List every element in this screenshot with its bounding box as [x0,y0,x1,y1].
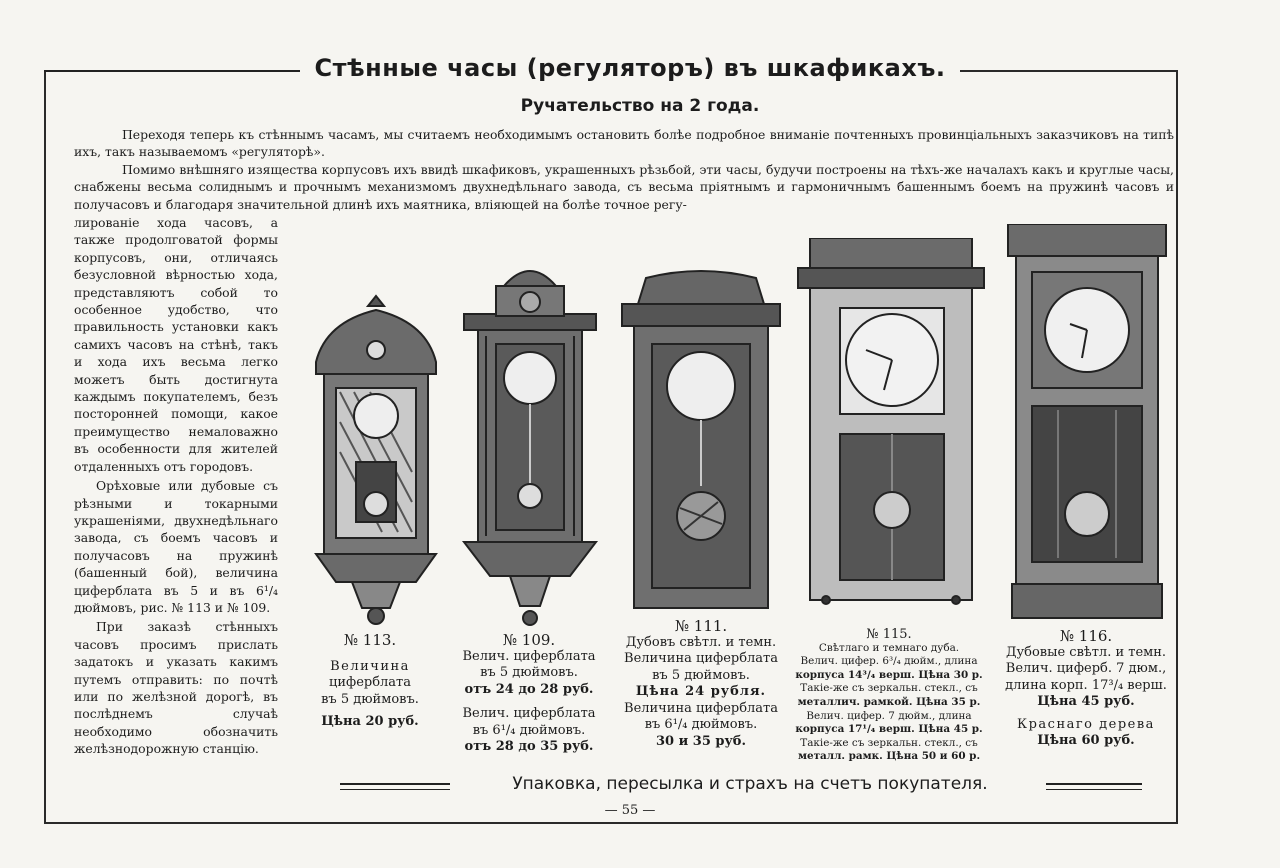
caption-line: Велич. цифер. 6³/₄ дюйм., длина [800,655,978,668]
clock-116-illustration [1006,224,1168,620]
footer-text: Упаковка, пересылка и страхъ на счетъ покупателя. [512,774,988,794]
clock-113-illustration [306,292,446,628]
caption-line: Величина [330,658,410,674]
clock-number: № 115. [866,627,912,642]
clock-111-caption [610,618,792,750]
left-paragraph: При заказѣ стѣнныхъ часовъ просимъ прислать задатокъ и указать какимъ путемъ отправить: по почтѣ или по желѣзной дорогѣ, въ послѣднемъ случаѣ необходимо обозначить желѣзнодорожную станцію. [74,619,278,757]
page-number: — 55 — [604,803,656,818]
clock-115-illustration [796,238,986,608]
clock-109-illustration [460,256,600,628]
caption-line: металлич. рамкой. Цѣна 35 р. [797,695,981,708]
intro-text [74,126,1174,213]
caption-line: въ 6¹/₄ дюймовъ. [644,717,758,732]
clock-113-caption [300,632,440,731]
caption-line: отъ 24 до 28 руб. [464,681,594,697]
title-rule-left [44,70,300,72]
caption-line: въ 5 дюймовъ. [321,691,419,707]
footer-rule-right [1046,789,1142,790]
left-paragraph: Орѣховые или дубовые съ рѣзными и токарными украшеніями, двухнедѣльнаго завода, съ боемъ часовъ и получасовъ на пружинѣ (башенный бой), величина циферблата въ 5 и въ 6¹/₄ дюймовъ, рис. № 113 и № 109. [74,478,278,615]
clock-109-caption [444,632,614,756]
caption-line: Такіе-же съ зеркальн. стекл., съ [800,736,978,749]
clock-111-illustration [618,268,784,614]
caption-line: Свѣтлаго и темнаго дуба. [818,641,960,654]
caption-line: въ 5 дюймовъ. [480,665,578,680]
caption-line: Такіе-же съ зеркальн. стекл., съ [800,682,978,695]
intro-paragraph: Помимо внѣшняго изящества корпусовъ ихъ ввидѣ шкафиковъ, украшенныхъ рѣзьбой, эти часы, будучи построены на тѣхъ-же началахъ какъ и круглые часы, снабжены весьма солиднымъ и прочнымъ механизмомъ двухнедѣльнаго завода, съ весьма пріятнымъ и гармоничнымъ башеннымъ боемъ на пружинѣ часовъ и получасовъ и благодаря значительной длинѣ ихъ маятника, вліяющей на болѣе точное регу- [74,161,1174,212]
caption-line: Цѣна 60 руб. [1037,733,1135,748]
page-title: Стѣнные часы (регуляторъ) въ шкафикахъ. [300,54,960,82]
left-column-text [74,214,278,760]
footer-rule-right [1046,783,1142,785]
caption-line: Величина циферблата [624,651,778,666]
caption-line: Величина циферблата [624,700,778,716]
caption-line: Велич. циферблата [462,648,596,664]
caption-line: длина корп. 17³/₄ верш. [1005,677,1167,693]
clock-number: № 116. [1059,627,1113,645]
caption-line: Цѣна 24 рубля. [635,684,767,699]
caption-line: Цѣна 20 руб. [321,714,419,729]
clock-number: № 111. [674,617,728,635]
footer-rule-left [340,789,450,790]
intro-paragraph: Переходя теперь къ стѣннымъ часамъ, мы считаемъ необходимымъ остановить болѣе подробное вниманіе почтенныхъ провинціальныхъ заказчиковъ на типѣ ихъ, такъ называемомъ «регуляторѣ». [74,127,1174,160]
caption-line: 30 и 35 руб. [655,733,746,749]
caption-line: Краснаго дерева [1017,716,1155,732]
clock-116-caption [994,628,1178,750]
clock-115-caption [790,628,988,764]
caption-line: металл. рамк. Цѣна 50 и 60 р. [797,750,981,763]
caption-line: Велич. цифер. 7 дюйм., длина [806,709,972,722]
clock-number: № 113. [343,631,397,649]
caption-line: циферблата [329,675,411,690]
caption-line: корпуса 14³/₄ верш. Цѣна 30 р. [795,668,983,681]
page-subtitle: Ручательство на 2 года. [520,96,760,116]
caption-line: Цѣна 45 руб. [1037,694,1135,709]
caption-line: Велич. циферблата [462,706,596,721]
caption-line: отъ 28 до 35 руб. [464,739,594,754]
clock-number: № 109. [502,631,556,649]
caption-line: корпуса 17¹/₄ верш. Цѣна 45 р. [795,723,983,736]
caption-line: Велич. циферб. 7 дюм., [1005,661,1167,676]
caption-line: въ 6¹/₄ дюймовъ. [472,722,586,738]
caption-line: Дубовъ свѣтл. и темн. [625,634,777,650]
left-paragraph: лированіе хода часовъ, а также продолговатой формы корпусовъ, они, отличаясь безусловной вѣрностью хода, представляютъ собой то особенное удобство, что правильность установки какъ самихъ часовъ на стѣнѣ, такъ и хода ихъ весьма легко можетъ быть достигнута каждымъ покупателемъ, безъ посторонней помощи, какое преимущество немаловажно въ особенности для жителей отдаленныхъ отъ городовъ. [74,215,278,474]
caption-line: въ 5 дюймовъ. [652,667,750,683]
footer-rule-left [340,783,450,785]
caption-line: Дубовые свѣтл. и темн. [1005,644,1167,660]
